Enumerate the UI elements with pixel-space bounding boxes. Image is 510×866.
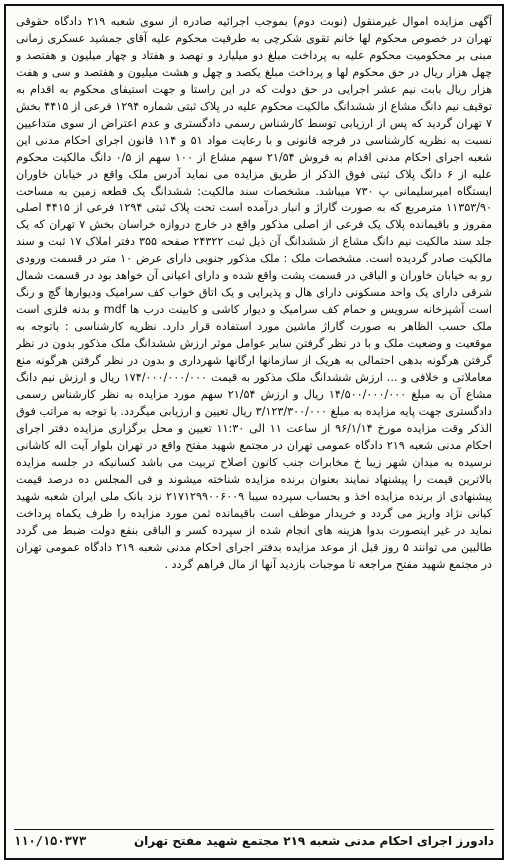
footer-code: ۱۱۰/۱۵۰۳۷۳: [14, 834, 87, 848]
notice-footer: [14, 829, 494, 852]
auction-notice: [4, 4, 504, 860]
footer-signature: دادورز اجرای احکام مدنی شعبه ۲۱۹ مجتمع شهید مفتح تهران: [133, 834, 494, 848]
notice-body-text: آگهی مزایده اموال غیرمنقول (نوبت دوم) بموجب اجرائیه صادره از سوی شعبه ۲۱۹ دادگاه حقوقی تهران در خصوص محکوم لها خانم تقوی شکرچی به طرفیت محکوم علیه آقای جمشید عسکری زمانی مبنی بر محکومیت محکوم علیه به پرداخت مبلغ دو میلیارد و نهصد و هفتاد و چهار میلیون و هفتصد و چهل هزار ریال در حق محکوم لها و پرداخت مبلغ یکصد و چهل و هشت میلیون و هفتصد و سی و هفت هزار ریال بابت نیم عشر اجرایی در حق دولت که در این راستا و جهت استیفای محکوم به اقدام به توقیف نیم دانگ مشاع از ششدانگ مالکیت محکوم علیه در پلاک ثبتی شماره ۱۲۹۴ فرعی از ۴۴۱۵ بخش ۷ تهران گردید که پس از ارزیابی توسط کارشناس رسمی دادگستری و عدم اعتراض از سوی متداعیین نسبت به نظریه کارشناسی در فرجه قانونی و با رعایت مواد ۵۱ و ۱۱۴ قانون اجرای احکام مدنی این شعبه اجرای احکام مدنی اقدام به فروش ۲۱/۵۴ سهم مشاع از ۱۰۰ سهم از ۰/۵ دانگ مالکیت محکوم علیه از ۶ دانگ پلاک ثبتی فوق الذکر از طریق مزایده می نماید آدرس ملک واقع در خیابان خاوران ایستگاه امیرسلیمانی پ ۷۳۰ میباشد. مشخصات سند مالکیت: ششدانگ یک قطعه زمین به مساحت ۱۱۳۵۳/۹۰ مترمربع که به صورت گاراژ و انبار درآمده است تحت پلاک ثبتی ۱۲۹۴ فرعی از ۴۴۱۵ اصلی مفروز و باقیمانده پلاک یک فرعی از اصلی مذکور واقع در خارج دروازه خراسان بخش ۷ تهران که یک جلد سند مالکیت نیم دانگ مشاع از ششدانگ آن ذیل ثبت ۲۴۳۲۲ صفحه ۳۵۵ دفتر املاک ۱۷ ثبت و سند مالکیت صادر گردیده است. مشخصات ملک : ملک مذکور جنوبی دارای عرض ۱۰ متر در قسمت ورودی رو به خیابان خاوران و الباقی در قسمت پشت واقع شده و دارای اعیانی آن خواهد بود در قسمت شمال شرقی دارای یک واحد مسکونی دارای هال و پذیرایی و یک اتاق خواب کف سرامیک ودیوارها گچ و رنگ است آشپزخانه سرویس و حمام کف سرامیک و دیوار کاشی و کابینت درب ها mdf و بدنه فلزی است ملک حسب الظاهر به صورت گاراژ ماشین مورد استفاده قرار دارد. نظریه کارشناسی : باتوجه به موقعیت و وضعیت ملک و با در نظر گرفتن سایر عوامل موثر ارزش ششدانگ ملک مذکور بدون در نظر گرفتن هرگونه بدهی احتمالی به هریک از سازمانها ارگانها شهرداری و بدون در نظر گرفتن هرگونه منع معاملاتی و خلافی و ... ارزش ششدانگ ملک مذکور به قیمت ۱۷۴/۰۰۰/۰۰۰/۰۰۰ ریال و ارزش نیم دانگ مشاع آن به مبلغ ۱۴/۵۰۰/۰۰۰/۰۰۰ ریال و ارزش ۲۱/۵۴ سهم مورد مزایده به نظر کارشناس رسمی دادگستری جهت پایه مزایده به مبلغ ۳/۱۲۳/۳۰۰/۰۰۰ ریال تعیین و ارزیابی میگردد. با توجه به مراتب فوق الذکر وقت مزایده مورخ ۹۶/۱/۱۴ از ساعت ۱۱ الی ۱۱:۳۰ تعیین و محل برگزاری مزایده دفتر اجرای احکام مدنی شعبه ۲۱۹ دادگاه عمومی تهران در مجتمع شهید مفتح واقع در تهران بلوار آیت اله کاشانی نرسیده به میدان شهر زیبا خ مخابرات جنب کانون اصلاح تربیت می باشد کسانیکه در جلسه مزایده بالاترین قیمت را پیشنهاد نمایند بعنوان برنده مزایده شناخته میشوند و فی المجلس ده درصد قیمت پیشنهادی از برنده مزایده اخذ و بحساب سپرده سیبا ۲۱۷۱۲۹۹۰۰۶۰۰۹ نزد بانک ملی ایران شعبه شهید کیانی نژاد واریز می گردد و خریدار موظف است باقیمانده ثمن مورد مزایده را ظرف یکماه پرداخت نماید در غیر اینصورت بدوا هزینه های انجام شده از سپرده کسر و الباقی بنفع دولت ضبط می گردد طالبین می توانند ۵ روز قبل از موعد مزایده بدفتر اجرای احکام مدنی شعبه ۲۱۹ دادگاه عمومی تهران در مجتمع شهید مفتح مراجعه تا موجبات بازدید آنها از مال فراهم گردد .: [16, 15, 492, 571]
